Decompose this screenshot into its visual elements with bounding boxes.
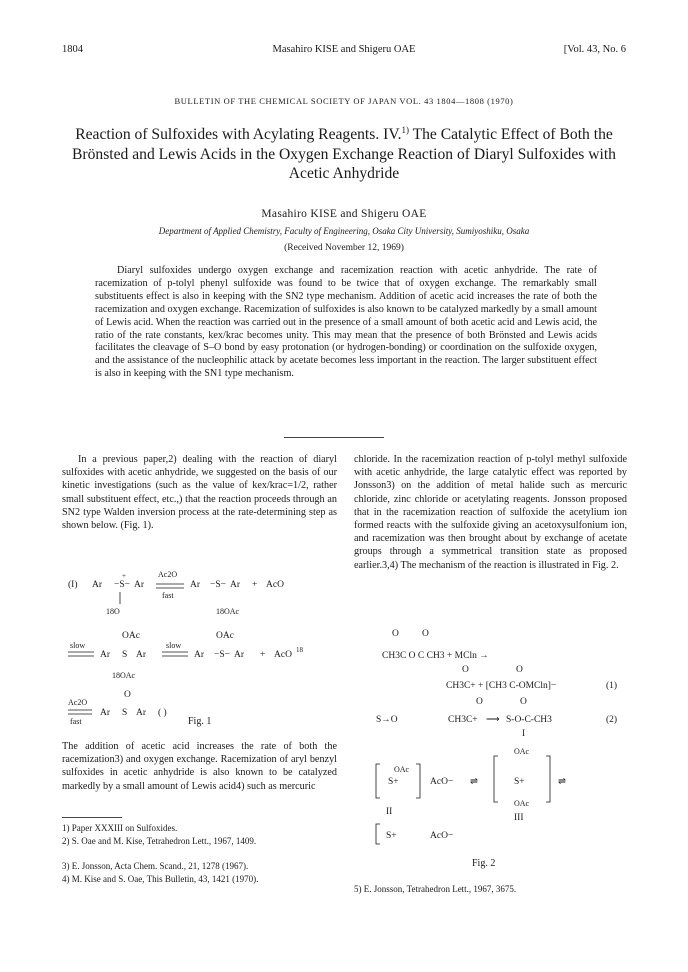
svg-text:⇌: ⇌ [470,777,478,787]
svg-text:⇌: ⇌ [558,777,566,787]
abstract-separator [284,437,384,438]
fig1-ar-e: Ar [100,708,111,718]
footnote-2-number: 2) [62,836,70,846]
fig1-ar-left: Ar [92,580,103,590]
footnote-4 [62,874,337,885]
fig1-oac-top-2: OAc [216,631,234,641]
footnote-3 [62,861,337,872]
svg-text:−S−: −S− [214,650,230,660]
fig2-eq-2: (2) [606,715,618,725]
footnote-1-number: 1) [62,823,70,833]
fig2-o-2: O [422,629,429,639]
fig2-acylium: CH3C+ + [CH3 C-OMCln]− [446,681,557,691]
author-line: Masahiro KISE and Shigeru OAE [261,208,427,220]
footnote-4-number: 4) [62,874,70,884]
svg-text:−S−: −S− [210,580,226,590]
fig1-ar-mid: Ar [190,580,201,590]
figure-2-label: Fig. 2 [472,858,496,869]
figure-1-label: Fig. 1 [188,716,212,727]
fig2-oac-b: OAc [514,747,530,756]
svg-text:S+: S+ [386,831,397,841]
svg-text:+: + [122,572,126,580]
fig1-ac2o-b: Ac2O [68,698,88,707]
article-title [70,121,618,184]
fig2-o-3: O [462,665,469,675]
fig1-ar-c2: Ar [136,650,147,660]
abstract: Diaryl sulfoxides undergo oxygen exchange and racemization reaction with acetic anhydride. The rate of racemization of p-tolyl phenyl sulfoxide was found to be twice that of oxygen exchange. The remarkably small substituents effect is also in keeping with the SN2 type mechanism. Addition of acetic acid increases the rate of both the racemization and oxygen exchange. Racemization of sulfoxides is also known to be catalyzed markedly by a small amount of Lewis acid. When the reaction was carried out in the presence of a small amount of both acetic acid and Lewis acid, the ratio of the rate constants, kex/krac becomes unity. This may mean that the presence of both Brönsted and Lewis acids facilitates the cleavage of S–O bond by easy protonation (or hydrogen-bonding) or coordination on the sulfoxide oxygen, and the assistance of the nucleophilic attack by acetate becomes less important in the reaction. The larger substituent effect is also in keeping with the SN1 type mechanism. [95,265,597,380]
svg-text:S: S [122,650,128,660]
fig1-ar-e2: Ar [136,708,147,718]
page-number: 1804 [62,44,83,55]
fig1-o18: 18O [106,607,120,616]
figure-2-scheme [354,624,629,854]
svg-text:+: + [252,580,258,590]
fig2-label-III: III [514,813,524,823]
fig2-label-I: I [522,729,526,739]
fig1-ac2o: Ac2O [158,570,178,579]
fig1-fast: fast [162,591,174,600]
fig1-oac-top: OAc [122,631,140,641]
fig2-label-II: II [386,807,393,817]
svg-text:S+: S+ [514,777,525,787]
fig2-aco-a: AcO− [430,777,454,787]
svg-text:S: S [122,708,128,718]
fig2-o-6: O [520,697,527,707]
fig1-oac18: 18OAc [216,607,240,616]
footnote-3-number: 3) [62,861,70,871]
jonsson-paragraph: chloride. In the racemization reaction of p-tolyl methyl sulfoxide with acetic anhydride, the large catalytic effect was reported by Jonsson3) on the addition of metal halide such as mercuric chloride, zinc chloride or acetylating reagents. Jonsson proposed that in the racemization reaction of sulfoxide the acetylium ion formed reacts with the sulfoxide giving an acetoxysulfonium ion, and racemization was then brought about by exchange of acetate groups through a symmetrical transition state as proposed earlier.3,4) The mechanism of the reaction is illustrated in Fig. 2. [354,454,627,571]
journal-citation-line: BULLETIN OF THE CHEMICAL SOCIETY OF JAPAN VOL. 43 1804—1808 (1970) [174,96,514,106]
running-head-authors: Masahiro KISE and Shigeru OAE [272,44,416,55]
fig1-equation-number: (I) [68,580,78,590]
footnote-1-text: Paper XXXIII on Sulfoxides. [71,823,178,833]
fig1-fast-b: fast [70,717,82,726]
fig2-oac-a: OAc [394,765,410,774]
fig1-ar-d: Ar [194,650,205,660]
footnote-1 [62,823,337,834]
svg-text:+: + [260,650,266,660]
svg-text:18: 18 [296,646,303,654]
fig1-slow-1: slow [70,641,86,650]
article-title-part1: Reaction of Sulfoxides with Acylating Reagents. IV. [75,126,402,144]
fig1-ar-d2: Ar [234,650,245,660]
fig2-o-1: O [392,629,399,639]
footnote-3-text: E. Jonsson, Acta Chem. Scand., 21, 1278 (1967). [71,861,249,871]
volume-issue: [Vol. 43, No. 6 [563,44,626,55]
figure-1-scheme [62,562,337,732]
fig2-reagents: CH3C O C CH3 + MCln → [382,651,489,661]
fig1-oac18-b: 18OAc [112,671,136,680]
fig1-ar-left-2: Ar [134,580,145,590]
fig2-product: S-O-C-CH3 [506,715,552,725]
intro-paragraph: In a previous paper,2) dealing with the reaction of diaryl sulfoxides with acetic anhydride, we suggested on the basis of our kinetic investigations (such as the value of kex/krac=1/2, rather small substituent effect, etc.,) that the reaction proceeds through an SN2 type Walden inversion process at the rate-determining step as shown below. (Fig. 1). [62,454,337,532]
fig2-oac-c: OAc [514,799,530,808]
title-footnote-ref: 1) [401,125,409,135]
fig2-o-4: O [516,665,523,675]
received-date: (Received November 12, 1969) [284,243,404,253]
footnote-5-number: 5) [354,884,362,894]
running-head [62,44,626,58]
fig2-o-5: O [476,697,483,707]
fig1-aco18: AcO [274,650,292,660]
svg-text:CH3C+: CH3C+ [448,715,478,725]
left-column-text-2 [62,740,337,793]
footnote-rule [62,817,122,818]
fig2-aco-b: AcO− [430,831,454,841]
svg-text:⟶: ⟶ [486,715,500,725]
footnote-4-text: M. Kise and S. Oae, This Bulletin, 43, 1421 (1970). [71,874,259,884]
right-column-text [354,453,627,572]
footnote-5-text: E. Jonsson, Tetrahedron Lett., 1967, 3675. [363,884,517,894]
fig2-eq-1: (1) [606,681,618,691]
fig1-ar-c: Ar [100,650,111,660]
acetic-acid-paragraph: The addition of acetic acid increases the rate of both the racemization3) and oxygen exchange. Racemization of aryl benzyl sulfoxides in acetic anhydride is also known to be catalyzed markedly by a small amount of Lewis acid4) such as mercuric [62,741,337,792]
svg-text:S+: S+ [388,777,399,787]
fig2-sulfoxide: S→O [376,715,398,725]
fig1-slow-2: slow [166,641,182,650]
footnote-2-text: S. Oae and M. Kise, Tetrahedron Lett., 1967, 1409. [71,836,257,846]
svg-text:−S−: −S− [114,580,130,590]
footnote-5 [354,884,627,894]
footnote-2 [62,836,337,847]
fig1-aco: AcO [266,580,284,590]
affiliation: Department of Applied Chemistry, Faculty of Engineering, Osaka City University, Sumiyoshiku, Osaka [158,226,530,236]
article-title-part2: The Catalytic Effect of Both the Brönsted and Lewis Acids in the Oxygen Exchange Reaction of Diaryl Sulfoxides with Acetic Anhydride [72,126,616,183]
fig1-ar-mid-2: Ar [230,580,241,590]
fig1-paren: ( ) [158,708,167,718]
left-column-text [62,453,337,532]
fig1-o: O [124,690,131,700]
